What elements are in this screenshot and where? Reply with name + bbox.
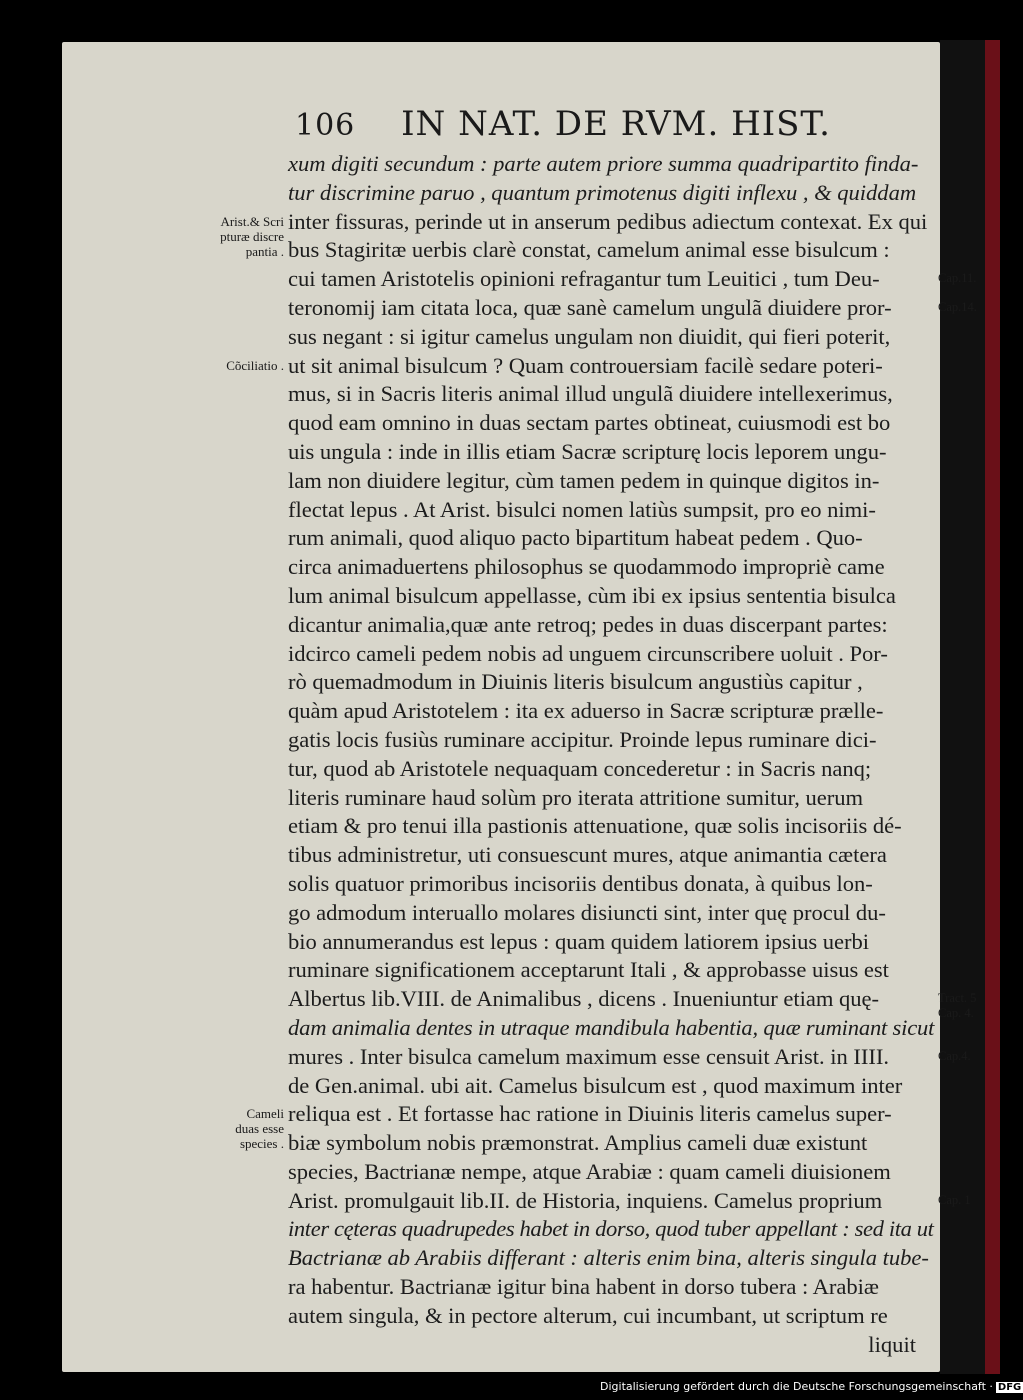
text-line: tibus administretur, uti consuescunt mures, atque animantia cætera — [288, 842, 887, 868]
text-line: gatis locis fusiùs ruminare accipitur. Proinde lepus ruminare dici- — [288, 726, 877, 752]
catchword: liquit — [868, 1331, 916, 1357]
running-header — [295, 104, 855, 144]
running-title: IN NAT. DE RVM. HIST. — [401, 104, 831, 144]
text-line: literis ruminare haud solùm pro iterata attritione sumitur, uerum — [288, 784, 864, 810]
text-line: etiam & pro tenui illa pastionis attenuatione, quæ solis incisoriis dé- — [288, 813, 902, 839]
text-line: autem singula, & in pectore alterum, cui incumbant, ut scriptum re — [288, 1302, 888, 1328]
margin-note-right: Tract. 5 Cap. 4. — [938, 991, 977, 1021]
text-line: Albertus lib.VIII. de Animalibus , dicens . Inueniuntur etiam quę- — [288, 986, 880, 1012]
text-line: quod eam omnino in duas sectam partes obtineat, cuiusmodi est bo — [288, 410, 891, 436]
margin-note-right: Cap.4. — [938, 1048, 971, 1063]
text-line: xum digiti secundum : parte autem priore summa quadripartito finda- — [288, 151, 919, 176]
digitization-credit — [600, 1380, 1022, 1400]
text-line: solis quatuor primoribus incisoriis dentibus donata, à quibus lon- — [288, 870, 873, 896]
text-line: circa animaduertens philosophus se quodammodo impropriè came — [288, 554, 885, 580]
text-line: uis ungula : inde in illis etiam Sacræ scripturę locis leporem ungu- — [288, 438, 887, 464]
margin-note-left: Arist.& Scri pturæ discre pantia . — [220, 213, 284, 259]
text-line: lum animal bisulcum appellasse, cùm ibi ex ipsius sententia bisulca — [288, 582, 896, 608]
text-line: mus, si in Sacris literis animal illud ungulã diuidere intellexerimus, — [288, 381, 893, 407]
margin-note-right: Cap.14. — [938, 300, 977, 314]
text-line: dicantur animalia,quæ ante retroq; pedes in duas discerpant partes: — [288, 611, 888, 637]
margin-note-right: Cap.11. — [938, 271, 977, 286]
main-text-block — [288, 150, 936, 1359]
text-line: idcirco cameli pedem nobis ad unguem circunscribere uoluit . Por- — [288, 640, 888, 666]
text-line: de Gen.animal. ubi ait. Camelus bisulcum est , quod maximum inter — [288, 1072, 903, 1098]
text-line: rum animali, quod aliquo pacto bipartitum habeat pedem . Quo- — [288, 525, 863, 551]
text-line: Arist. promulgauit lib.II. de Historia, inquiens. Camelus proprium — [288, 1187, 883, 1213]
text-line: bio annumerandus est lepus : quam quidem latiorem ipsius uerbi — [288, 928, 870, 954]
text-line: flectat lepus . At Arist. bisulci nomen latiùs sumpsit, pro eo nimi- — [288, 496, 876, 522]
text-line: bus Stagiritæ uerbis clarè constat, camelum animal esse bisulcum : — [288, 237, 890, 263]
text-line: ut sit animal bisulcum ? Quam controuersiam facilè sedare poteri- — [288, 352, 883, 378]
text-line: biæ symbolum nobis præmonstrat. Amplius cameli duæ existunt — [288, 1130, 868, 1156]
text-line: inter fissuras, perinde ut in anserum pedibus adiectum contexat. Ex qui — [288, 208, 928, 234]
credit-text: Digitalisierung gefördert durch die Deutsche Forschungsgemeinschaft · — [600, 1380, 993, 1393]
text-line: species, Bactrianæ nempe, atque Arabiæ : quam cameli diuisionem — [288, 1158, 891, 1184]
text-line: tur discrimine paruo , quantum primotenus digiti inflexu , & quiddam — [288, 179, 917, 205]
margin-note-left: Cameli duas esse species . — [235, 1106, 284, 1152]
book-spine — [985, 40, 1000, 1374]
text-line: Bactrianæ ab Arabiis differant : alteris enim bina, alteris singula tube- — [288, 1245, 929, 1271]
text-line: mures . Inter bisulca camelum maximum esse censuit Arist. in IIII. — [288, 1043, 889, 1069]
text-line: rò quemadmodum in Diuinis literis bisulcum angustiùs capitur , — [288, 669, 863, 695]
page-number: 106 — [295, 108, 356, 143]
margin-note-left: Cõciliatio . — [226, 357, 284, 373]
text-line: reliqua est . Et fortasse hac ratione in Diuinis literis camelus super- — [288, 1101, 892, 1127]
text-line: inter cęteras quadrupedes habet in dorso, quod tuber appellant : sed ita ut — [288, 1216, 934, 1242]
text-line: ruminare significationem acceptarunt Itali , & approbasse uisus est — [288, 957, 889, 983]
margin-note-right: Cap. 1 — [938, 1192, 971, 1207]
text-line: ra habentur. Bactrianæ igitur bina habent in dorso tubera : Arabiæ — [288, 1274, 879, 1300]
text-line: teronomij iam citata loca, quæ sanè camelum ungulã diuidere pror- — [288, 294, 892, 320]
text-line: tur, quod ab Aristotele nequaquam concederetur : in Sacris nanq; — [288, 755, 872, 781]
text-line: cui tamen Aristotelis opinioni refragantur tum Leuitici , tum Deu- — [288, 266, 880, 292]
text-line: lam non diuidere legitur, cùm tamen pedem in quinque digitos in- — [288, 467, 880, 493]
text-line: quàm apud Aristotelem : ita ex aduerso in Sacræ scripturæ prælle- — [288, 698, 884, 724]
text-line: dam animalia dentes in utraque mandibula habentia, quæ ruminant sicut — [288, 1014, 935, 1040]
text-line: go admodum interuallo molares disiuncti sint, inter quę procul du- — [288, 899, 886, 925]
text-line: sus negant : si igitur camelus ungulam non diuidit, qui fieri poterit, — [288, 323, 891, 349]
dfg-logo: DFG — [997, 1382, 1022, 1393]
